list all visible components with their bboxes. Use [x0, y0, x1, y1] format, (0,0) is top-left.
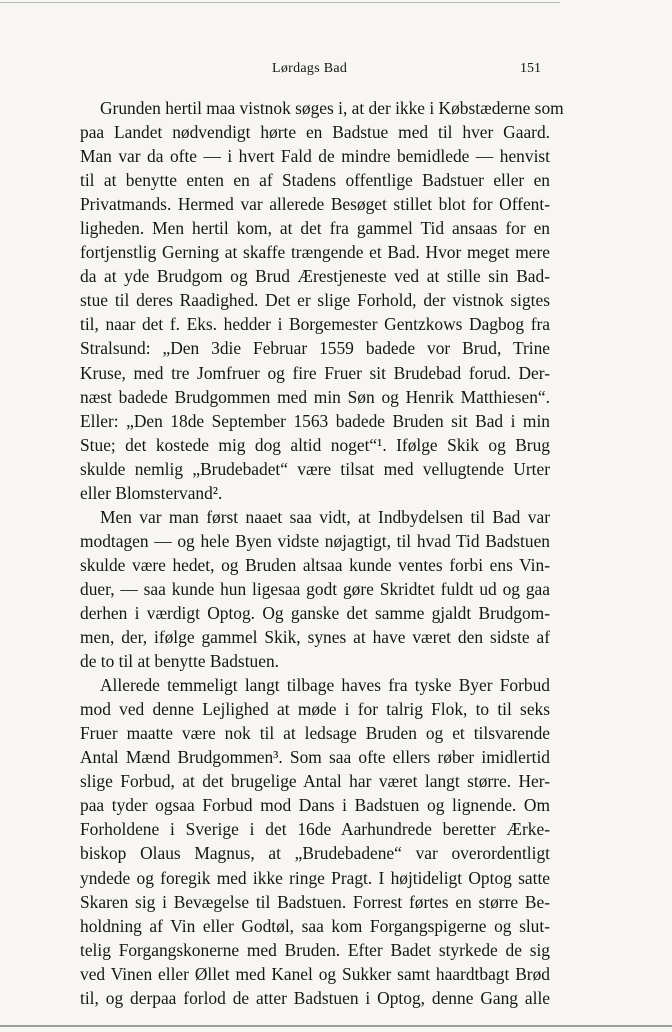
- text-line: næst badede Brudgommen med min Søn og Henrik Matthiesen“.: [80, 386, 550, 407]
- text-line: modtagen — og hele Byen vidste nøjagtigt, til hvad Tid Badstuen: [80, 530, 550, 551]
- text-line: Skaren sig i Bevægelse til Badstuen. Forrest førtes en større Be-: [80, 891, 550, 912]
- text-line: da at yde Brudgom og Brud Ærestjeneste ved at stille sin Bad-: [80, 266, 550, 287]
- paragraph: [80, 96, 564, 505]
- text-line: eller Blomstervand².: [80, 482, 223, 503]
- text-line: duer, — saa kunde hun ligesaa godt gøre Skridtet fuldt ud og gaa: [80, 578, 550, 599]
- text-line: Fruer maatte være nok til at ledsage Bruden og et tilsvarende: [80, 723, 550, 744]
- text-line: Men var man først naaet saa vidt, at Indbydelsen til Bad var: [100, 506, 550, 527]
- running-header-title: Lørdags Bad: [272, 61, 348, 76]
- text-line: stue til deres Raadighed. Det er slige Forhold, der vistnok sigtes: [80, 290, 550, 311]
- text-line: men, der, ifølge gammel Skik, synes at have været den sidste af: [80, 627, 550, 648]
- text-line: holdning af Vin eller Godtøl, saa kom Forgangspigerne og slut-: [80, 915, 550, 936]
- text-line: ligheden. Men hertil kom, at det fra gammel Tid ansaas for en: [80, 218, 550, 239]
- text-line: Man var da ofte — i hvert Fald de mindre bemidlede — henvist: [80, 146, 550, 167]
- body-text: [80, 96, 564, 1010]
- text-line: Forholdene i Sverige i det 16de Aarhundrede beretter Ærke-: [80, 819, 550, 840]
- text-line: Eller: „Den 18de September 1563 badede Bruden sit Bad i min: [80, 410, 550, 431]
- text-line: Privatmands. Hermed var allerede Besøget stillet blot for Offent-: [80, 194, 550, 215]
- text-line: Stralsund: „Den 3die Februar 1559 badede vor Brud, Trine: [80, 338, 550, 359]
- text-line: mod ved denne Lejlighed at møde i for talrig Flok, to til seks: [80, 699, 550, 720]
- text-line: Stue; det kostede mig dog altid noget“¹. Ifølge Skik og Brug: [80, 434, 550, 455]
- text-line: telig Forgangskonerne med Bruden. Efter Badet styrkede de sig: [80, 939, 550, 960]
- text-line: til, og derpaa forlod de atter Badstuen i Optog, denne Gang alle: [80, 987, 550, 1008]
- text-line: skulde nemlig „Brudebadet“ være tilsat med vellugtende Urter: [80, 458, 550, 479]
- text-line: Kruse, med tre Jomfruer og fire Fruer sit Brudebad forud. Der-: [80, 362, 550, 383]
- text-line: fortjenstlig Gerning at skaffe trængende et Bad. Hvor meget mere: [80, 242, 550, 263]
- text-line: til, naar det f. Eks. hedder i Borgemester Gentzkows Dagbog fra: [80, 314, 550, 335]
- text-line: Antal Mænd Brudgommen³. Som saa ofte ellers røber imidlertid: [80, 747, 550, 768]
- top-edge-rule: [0, 2, 560, 3]
- bottom-edge-rule: [0, 1025, 672, 1027]
- text-line: Grunden hertil maa vistnok søges i, at der ikke i Købstæderne som: [100, 98, 564, 118]
- text-line: ved Vinen eller Øllet med Kanel og Sukker samt haardtbagt Brød: [80, 963, 550, 984]
- text-line: slige Forbud, at det brugelige Antal har været langt større. Her-: [80, 771, 550, 792]
- text-line: Allerede temmeligt langt tilbage haves fra tyske Byer Forbud: [100, 675, 550, 696]
- paragraph: [80, 505, 550, 673]
- text-line: de to til at benytte Badstuen.: [80, 651, 279, 672]
- text-line: biskop Olaus Magnus, at „Brudebadene“ var overordentligt: [80, 843, 550, 864]
- text-line: yndede og foregik med ikke ringe Pragt. I højtideligt Optog satte: [80, 867, 550, 888]
- text-line: til at benytte enten en af Stadens offentlige Badstuer eller en: [80, 170, 550, 191]
- text-line: paa tyder ogsaa Forbud mod Dans i Badstuen og lignende. Om: [80, 795, 550, 816]
- text-line: skulde være hedet, og Bruden altsaa kunde ventes forbi ens Vin-: [80, 554, 550, 575]
- text-line: paa Landet nødvendigt hørte en Badstue med til hver Gaard.: [80, 122, 550, 143]
- text-line: derhen i værdigt Optog. Og ganske det samme gjaldt Brudgom-: [80, 602, 550, 623]
- paragraph: [80, 673, 550, 1010]
- page-number: 151: [520, 61, 541, 76]
